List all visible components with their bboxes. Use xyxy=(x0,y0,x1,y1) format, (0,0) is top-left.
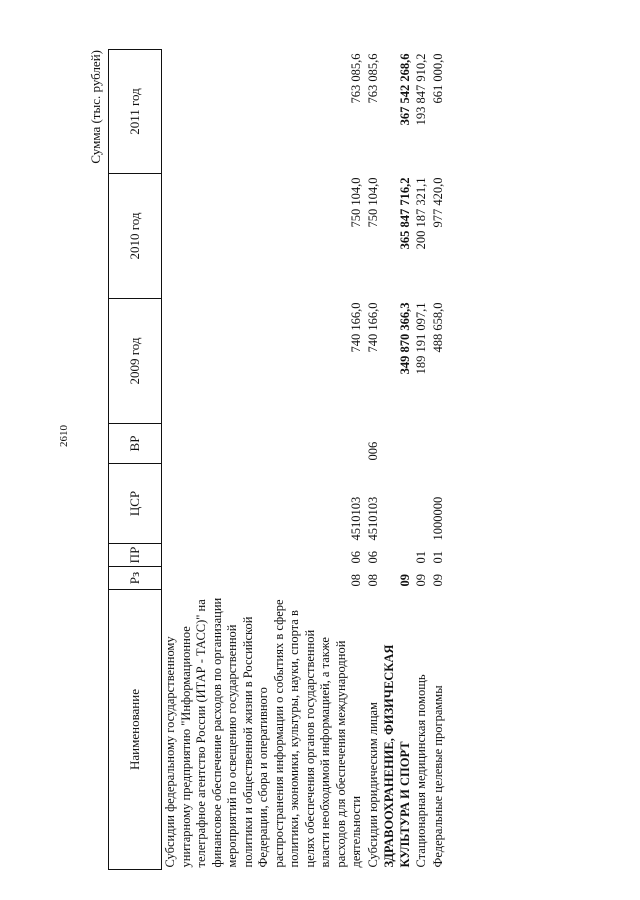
cell-csr: 1000000 xyxy=(430,496,445,541)
cell-csr xyxy=(381,464,413,544)
cell-rz: 09 xyxy=(414,574,428,587)
table-row xyxy=(381,50,413,870)
cell-pr: 06 xyxy=(365,551,380,564)
cell-2011: 661 000,0 xyxy=(430,53,445,104)
cell-rz: 09 xyxy=(397,574,412,587)
cell-name: Субсидии юридическим лицам xyxy=(365,702,380,868)
header-2010: 2010 год xyxy=(109,174,162,299)
cell-2011: 763 085,6 xyxy=(365,53,380,104)
cell-2010: 365 847 716,2 xyxy=(397,177,412,250)
cell-2010: 750 104,0 xyxy=(349,177,363,228)
cell-2009: 740 166,0 xyxy=(349,302,363,353)
cell-pr: 01 xyxy=(414,551,428,564)
rotated-page xyxy=(88,50,558,870)
cell-rz: 08 xyxy=(365,574,380,587)
table-body xyxy=(162,50,447,870)
cell-pr: 06 xyxy=(349,551,363,564)
table-row xyxy=(413,50,430,870)
cell-2011: 193 847 910,2 xyxy=(414,53,428,126)
cell-vr xyxy=(430,424,447,464)
cell-2010: 977 420,0 xyxy=(430,177,445,228)
budget-table xyxy=(108,49,446,870)
header-rz: Рз xyxy=(109,567,162,590)
table-row xyxy=(162,50,365,870)
cell-name: Стационарная медицинская помощь xyxy=(414,674,428,868)
cell-vr xyxy=(381,424,413,464)
cell-pr xyxy=(381,544,413,567)
cell-name: Федеральные целевые программы xyxy=(430,685,445,868)
cell-name: Субсидии федеральному государственному унитарному предприятию "Информационное телеграфное агентство России (ИТАР - ТАСС)" на финансовое обеспечение расходов по организации мероприятий по освещению государственной политики и общественной жизни в Российской Федерации, сбора и оперативного распространения информации о событиях в сфере политики, экономики, культуры, науки, спорта в целях обеспечения органов государственной власти необходимой информацией, а также расходов для обеспечения международной деятельности xyxy=(163,597,363,868)
cell-2010: 200 187 321,1 xyxy=(414,177,428,250)
table-row xyxy=(365,50,382,870)
cell-name: ЗДРАВООХРАНЕНИЕ, ФИЗИЧЕСКАЯ КУЛЬТУРА И СПОРТ xyxy=(382,644,412,868)
header-row xyxy=(109,50,162,870)
header-csr: ЦСР xyxy=(109,464,162,544)
cell-2011: 763 085,6 xyxy=(349,53,363,104)
cell-2009: 349 870 366,3 xyxy=(397,302,412,375)
cell-csr: 4510103 xyxy=(365,496,380,541)
cell-2009: 740 166,0 xyxy=(365,302,380,353)
cell-vr xyxy=(162,424,365,464)
header-2009: 2009 год xyxy=(109,299,162,424)
cell-vr: 006 xyxy=(365,441,380,461)
cell-2009: 189 191 097,1 xyxy=(414,302,428,375)
cell-2011: 367 542 268,6 xyxy=(397,53,412,126)
cell-2010: 750 104,0 xyxy=(365,177,380,228)
cell-pr: 01 xyxy=(430,551,445,564)
header-pr: ПР xyxy=(109,544,162,567)
cell-csr: 4510103 xyxy=(349,496,363,541)
header-name: Наименование xyxy=(109,590,162,870)
cell-csr xyxy=(413,464,430,544)
cell-2009: 488 658,0 xyxy=(430,302,445,353)
unit-note: Сумма (тыс. рублей) xyxy=(88,50,103,164)
cell-rz: 08 xyxy=(349,574,363,587)
header-2011: 2011 год xyxy=(109,50,162,174)
cell-rz: 09 xyxy=(430,574,445,587)
page-number: 2610 xyxy=(58,425,70,447)
table-row xyxy=(430,50,447,870)
header-vr: ВР xyxy=(109,424,162,464)
cell-vr xyxy=(413,424,430,464)
